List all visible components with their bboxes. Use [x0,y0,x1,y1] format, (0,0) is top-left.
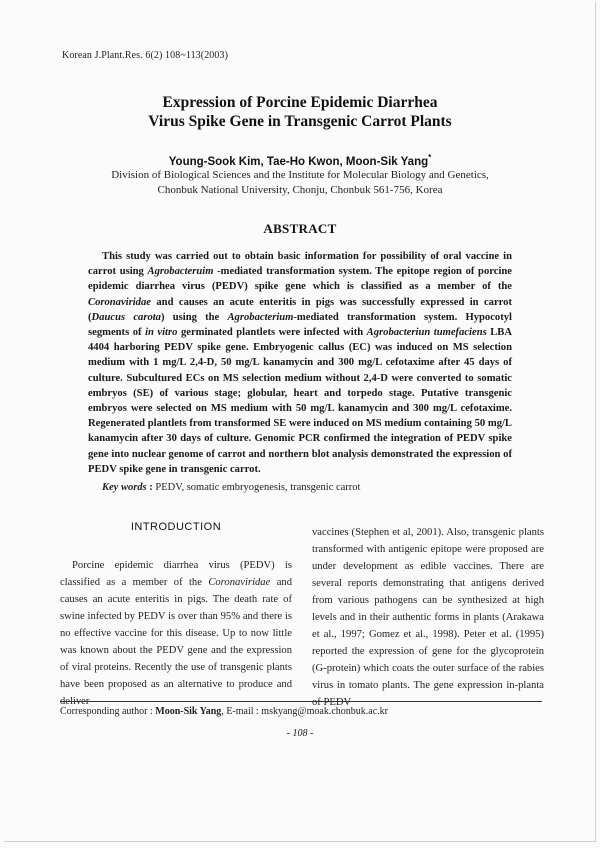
title-line-2: Virus Spike Gene in Transgenic Carrot Plants [148,113,452,130]
abstract-italic: Coronaviridae [88,296,151,308]
footnote-label: Corresponding author : [60,706,156,717]
abstract-italic: Agrobacterium [227,311,294,323]
corresponding-mark: * [428,153,432,162]
keywords-list: PEDV, somatic embryogenesis, transgenic carrot [155,482,361,493]
footnote-email: , E-mail : mskyang@moak.chonbuk.ac.kr [221,706,388,717]
abstract-text: LBA 4404 harboring PEDV spike gene. Embryogenic callus (EC) was induced on MS selection medium with 1 mg/L 2,4-D, 50 mg/L kanamycin and 300 mg/L cefotaxime after 45 days of culture. Subcultured ECs on MS selection medium without 2,4-D were converted to somatic embryos (SE) of various stage; globular, heart and torpedo stage. Putative transgenic embryos were selected on MS medium with 50 mg/L kanamycin and 300 mg/L cefotaxime. Regenerated plantlets from transformed SE were induced on MS medium containing 50 mg/L kanamycin after 30 days of culture. Genomic PCR confirmed the integration of PEDV spike gene into nuclear genome of carrot and northern blot analysis demonstrated the expression of PEDV spike gene in transgenic carrot. [88,327,513,475]
abstract-heading: ABSTRACT [263,221,337,236]
author-names: Young-Sook Kim, Tae-Ho Kwon, Moon-Sik Yang [168,155,429,168]
affiliation-line-1: Division of Biological Sciences and the Institute for Molecular Biology and Genetics, [111,169,489,181]
keywords-label: Key words [102,482,147,493]
paper-title [0,93,600,131]
affiliation-line-2: Chonbuk National University, Chonju, Chonbuk 561-756, Korea [157,184,443,196]
abstract-italic: in vitro [145,327,178,339]
keywords [102,482,360,493]
abstract-italic: Agrobacteriun tumefaciens [366,327,487,339]
abstract-body [88,249,512,477]
introduction-left-column [60,557,292,710]
abstract-text: ) using the [160,311,228,323]
authors [0,153,600,168]
abstract-text: This study was carried out to obtain basic information for possibility of oral vaccine in carrot using [88,251,512,278]
affiliation [0,168,600,198]
page-number: - 108 - [286,728,314,739]
abstract-italic: Daucus carota [91,311,161,323]
intro-text: Porcine epidemic diarrhea virus (PEDV) is classified as a member of the [60,560,292,588]
intro-italic: Coronaviridae [208,577,271,588]
keywords-separator: : [146,482,156,493]
abstract-italic: Agrobacteruim [147,266,214,278]
intro-text: and causes an acute enteritis in pigs. The death rate of swine infected by PEDV is over than 95% and there is no effective vaccine for this disease. Up to now little was known about the PEDV gene and the expression of viral proteins. Recently the use of transgenic plants have been proposed as an alternative to produce and deliver [60,577,292,707]
journal-reference: Korean J.Plant.Res. 6(2) 108~113(2003) [62,50,229,61]
footnote-author: Moon-Sik Yang [155,706,222,717]
introduction-heading: INTRODUCTION [130,521,222,533]
introduction-right-column: vaccines (Stephen et al, 2001). Also, transgenic plants transformed with antigenic epitope were proposed are under development as edible vaccines. There are several reports demonstrating that antigens derived from various pathogens can be synthesized at high levels and in their authentic forms in plants (Arakawa et al., 1997; Gomez et al., 1998). Peter et al. (1995) reported the expression of gene for the glycoprotein (G-protein) which coats the outer surface of the rabies virus in tomato plants. The gene expression in-planta of PEDV [312,527,544,708]
abstract-text: germinated plantlets were infected with [177,327,367,339]
footnote-divider [60,701,542,702]
corresponding-author-footnote [60,706,388,717]
abstract-text: -mediated transformation system. The epitope region of porcine epidemic diarrhea virus (PEDV) spike gene which is classified as a member of the [88,266,512,293]
abstract-text: and causes an acute enteritis in pigs was successfully expressed in carrot ( [88,296,512,323]
title-line-1: Expression of Porcine Epidemic Diarrhea [162,94,438,111]
abstract-text: -mediated transformation system. Hypocotyl segments of [88,311,512,339]
